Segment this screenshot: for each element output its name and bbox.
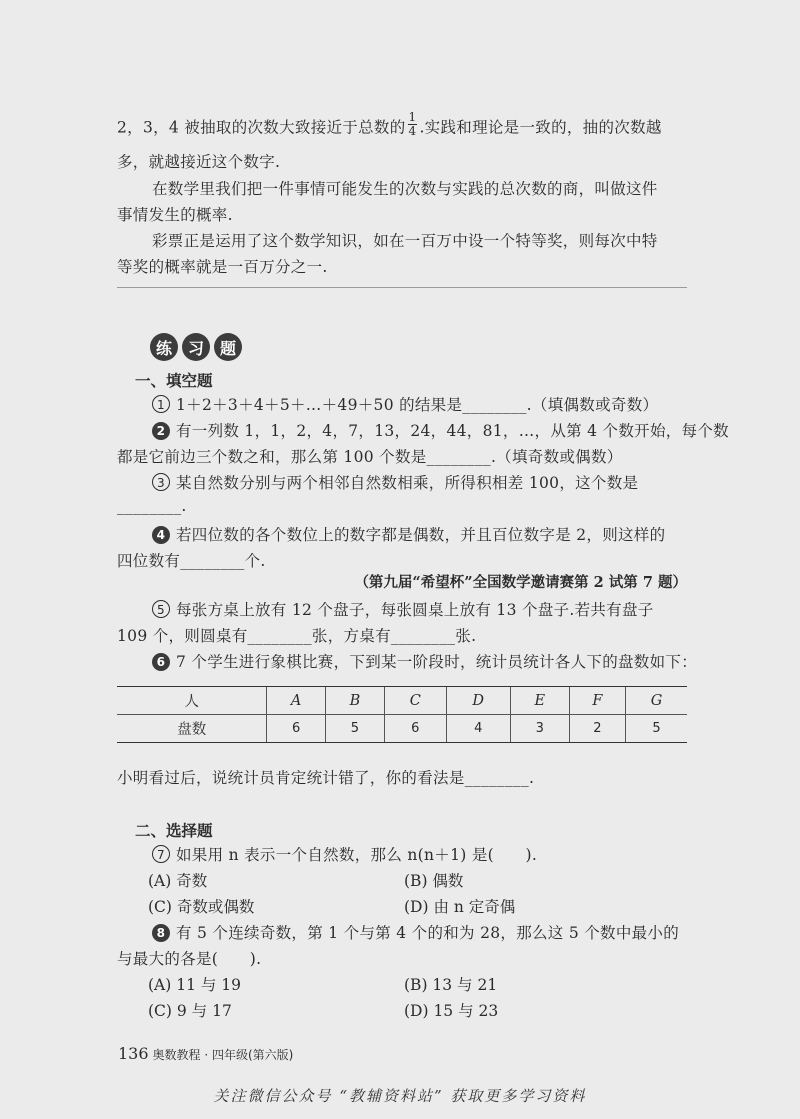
table-cell: 4 [446, 715, 510, 743]
question-5-line-1: 5 每张方桌上放有 12 个盘子，每张圆桌上放有 13 个盘子.若共有盘子 [152, 598, 687, 620]
table-cell: F [569, 687, 625, 715]
question-4-line-1: 4 若四位数的各个数位上的数字都是偶数，并且百位数字是 2，则这样的 [152, 523, 687, 545]
table-cell: A [267, 687, 325, 715]
option-d: (D) 15 与 23 [404, 1002, 499, 1020]
chess-games-table [117, 686, 687, 743]
question-number: 6 [152, 653, 170, 671]
question-2-line-2: 都是它前边三个数之和，那么第 100 个数是________.（填奇数或偶数） [117, 448, 623, 466]
section-divider [117, 287, 687, 288]
question-7: 7 如果用 n 表示一个自然数，那么 n(n＋1) 是( ). [152, 843, 687, 865]
question-number: 3 [152, 473, 170, 491]
option-d: (D) 由 n 定奇偶 [404, 898, 516, 916]
question-number: 5 [152, 600, 170, 618]
question-3-line-2: ________. [117, 497, 187, 515]
option-c: (C) 奇数或偶数 [148, 898, 255, 916]
table-cell: 6 [385, 715, 447, 743]
question-number: 7 [152, 845, 170, 863]
table-cell: 2 [569, 715, 625, 743]
question-number: 1 [152, 395, 170, 413]
watermark-text: 关注微信公众号 “教辅资料站” 获取更多学习资料 [213, 1087, 587, 1105]
question-number: 4 [152, 526, 170, 544]
table-cell: 盘数 [117, 715, 267, 743]
table-cell: E [510, 687, 569, 715]
question-2-line-1: 2 有一列数 1，1，2，4，7，13，24，44，81，…，从第 4 个数开始，每个数 [152, 419, 687, 441]
question-6-line-1: 6 7 个学生进行象棋比赛，下到某一阶段时，统计员统计各人下的盘数如下： [152, 650, 687, 672]
page-number: 136 [118, 1044, 149, 1063]
intro-line-6: 等奖的概率就是一百万分之一. [117, 258, 328, 276]
intro-line-4: 事情发生的概率. [117, 206, 233, 224]
intro-line-3: 在数学里我们把一件事情可能发生的次数与实践的总次数的商，叫做这件 [152, 180, 658, 198]
option-a: (A) 奇数 [148, 872, 208, 890]
option-c: (C) 9 与 17 [148, 1002, 232, 1020]
intro-line-2: 多，就越接近这个数字. [117, 153, 281, 171]
option-b: (B) 偶数 [404, 872, 464, 890]
question-number: 2 [152, 422, 170, 440]
question-3-line-1: 3 某自然数分别与两个相邻自然数相乘，所得积相差 100，这个数是 [152, 471, 687, 493]
question-8-line-1: 8 有 5 个连续奇数，第 1 个与第 4 个的和为 28，那么这 5 个数中最小的 [152, 921, 687, 943]
option-b: (B) 13 与 21 [404, 976, 498, 994]
question-number: 8 [152, 924, 170, 942]
question-4-source: （第九届“希望杯”全国数学邀请赛第 2 试第 7 题） [354, 574, 687, 591]
table-cell: B [325, 687, 384, 715]
multiple-choice-heading: 二、选择题 [135, 822, 213, 840]
table-cell: G [625, 687, 687, 715]
table-row [117, 715, 687, 743]
practice-char-2: 习 [182, 333, 210, 361]
intro-line-5: 彩票正是运用了这个数学知识，如在一百万中设一个特等奖，则每次中特 [152, 232, 658, 250]
table-cell: 6 [267, 715, 325, 743]
fill-blank-heading: 一、填空题 [135, 372, 213, 390]
fraction-one-quarter: $\frac{1}{4}$ [408, 110, 417, 138]
question-4-line-2: 四位数有________个. [117, 552, 266, 570]
question-5-line-2: 109 个，则圆桌有________张，方桌有________张. [117, 627, 477, 645]
table-header-row [117, 687, 687, 715]
practice-char-3: 题 [214, 333, 242, 361]
question-6-after: 小明看过后，说统计员肯定统计错了，你的看法是________. [117, 769, 535, 787]
table-cell: C [385, 687, 447, 715]
book-title: 奥数教程 · 四年级(第六版) [152, 1048, 294, 1062]
question-1: 1 1＋2＋3＋4＋5＋…＋49＋50 的结果是________.（填偶数或奇数） [152, 393, 687, 415]
table-cell: 5 [625, 715, 687, 743]
intro-line-1: 2，3，4 被抽取的次数大致接近于总数的 $\frac{1}{4}$ .实践和理论是一致的，抽的次数越 [117, 110, 662, 138]
practice-title [150, 333, 242, 363]
practice-char-1: 练 [150, 333, 178, 361]
question-8-line-2: 与最大的各是( ). [117, 950, 262, 968]
page-footer [118, 1044, 293, 1063]
table-cell: D [446, 687, 510, 715]
table-cell: 人 [117, 687, 267, 715]
option-a: (A) 11 与 19 [148, 976, 242, 994]
table-cell: 5 [325, 715, 384, 743]
table-cell: 3 [510, 715, 569, 743]
